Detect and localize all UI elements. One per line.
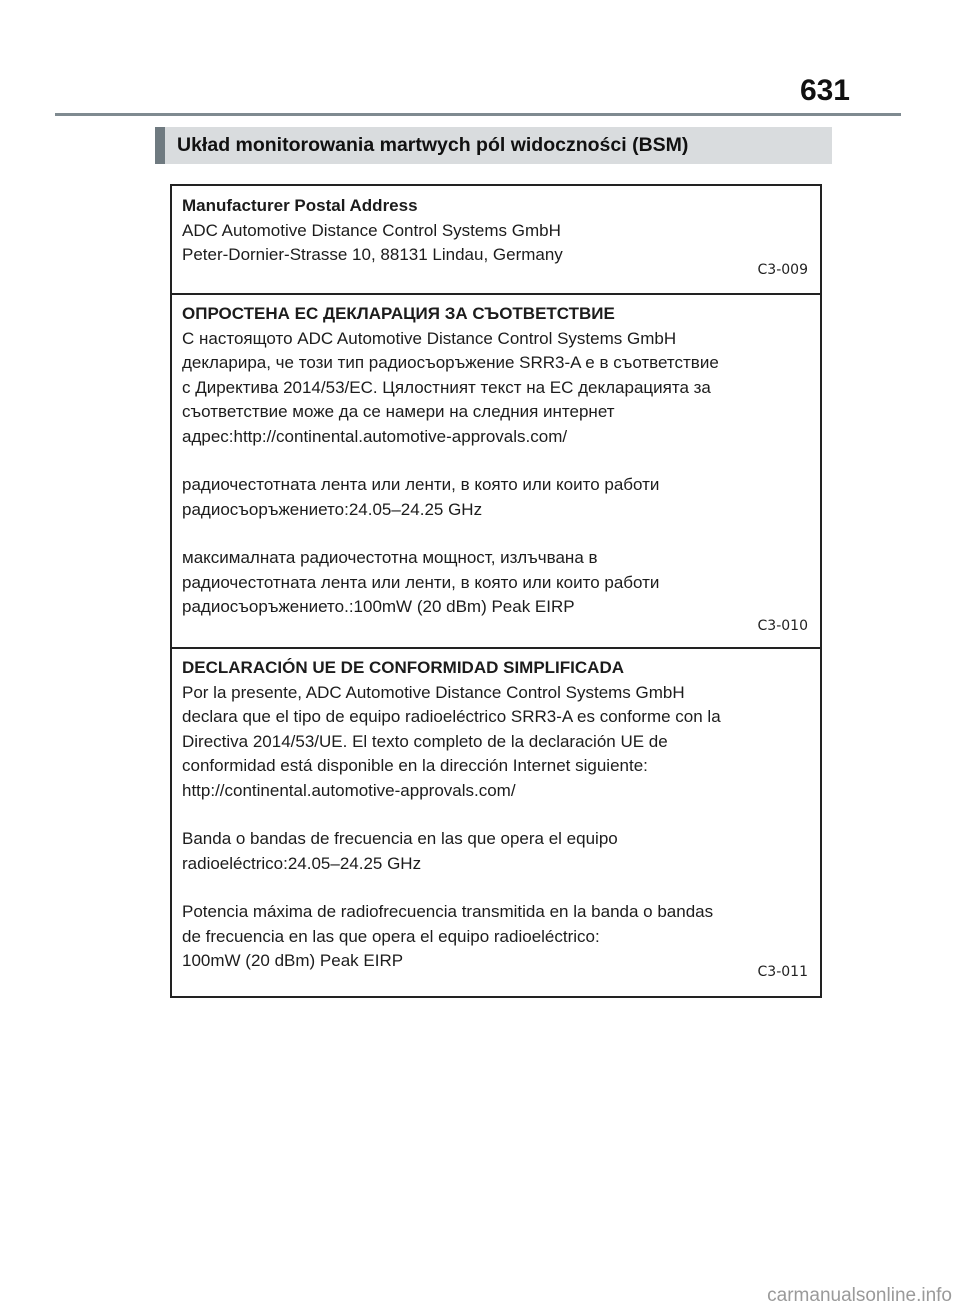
text-line: declara que el tipo de equipo radioeléctrico SRR3-A es conforme con la [182, 707, 721, 726]
header-rule [55, 113, 901, 116]
paragraph-gap [182, 522, 810, 546]
block-heading: ОПРОСТЕНА ЕС ДЕКЛАРАЦИЯ ЗА СЪОТВЕТСТВИЕ [182, 304, 615, 323]
page-number: 631 [799, 74, 850, 107]
text-line: радиосъоръжението.:100mW (20 dBm) Peak EIRP [182, 597, 575, 616]
text-line: Por la presente, ADC Automotive Distance Control Systems GmbH [182, 682, 685, 702]
text-line: Directiva 2014/53/UE. El texto completo de la declaración UE de [182, 731, 668, 751]
text-line: radioeléctrico:24.05–24.25 GHz [182, 853, 422, 873]
text-line: ADC Automotive Distance Control Systems GmbH [182, 220, 561, 240]
paragraph-gap [182, 803, 810, 827]
bulgarian-declaration-block [172, 302, 820, 620]
reference-code: C3-011 [757, 964, 808, 980]
text-line: С настоящото ADC Automotive Distance Control Systems GmbH [182, 328, 677, 348]
text-line: адрес:http://continental.automotive-approvals.com/ [182, 426, 568, 446]
text-line: радиосъоръжението:24.05–24.25 GHz [182, 499, 483, 519]
text-line: с Директива 2014/53/ЕС. Цялостният текст на ЕС декларацията за [182, 377, 711, 397]
paragraph-gap [182, 449, 810, 473]
manufacturer-address-block [172, 194, 820, 268]
spanish-declaration-block [172, 656, 820, 974]
text-line: http://continental.automotive-approvals.com/ [182, 780, 516, 800]
section-header [155, 127, 832, 164]
text-line: conformidad está disponible en la dirección Internet siguiente: [182, 756, 648, 775]
site-watermark: carmanualsonline.info [767, 1285, 952, 1306]
text-line: Banda o bandas de frecuencia en las que opera el equipo [182, 829, 618, 848]
text-line: декларира, че този тип радиосъоръжение SRR3-A е в съответствие [182, 353, 719, 372]
text-line: Peter-Dornier-Strasse 10, 88131 Lindau, Germany [182, 245, 563, 264]
text-line: радиочестотната лента или ленти, в която или които работи [182, 475, 660, 494]
section-title: Układ monitorowania martwych pól widoczności (BSM) [177, 134, 689, 156]
block-divider [172, 647, 820, 649]
text-line: de frecuencia en las que opera el equipo radioeléctrico: [182, 926, 600, 946]
block-heading: DECLARACIÓN UE DE CONFORMIDAD SIMPLIFICADA [182, 658, 624, 677]
text-line: съответствие може да се намери на следния интернет [182, 402, 615, 421]
paragraph-gap [182, 876, 810, 900]
block-divider [172, 293, 820, 295]
text-line: радиочестотната лента или ленти, в която или които работи [182, 572, 660, 592]
declaration-box [170, 184, 822, 998]
text-line: 100mW (20 dBm) Peak EIRP [182, 951, 404, 970]
reference-code: C3-010 [757, 618, 808, 634]
text-line: Potencia máxima de radiofrecuencia transmitida en la banda o bandas [182, 902, 714, 921]
block-heading: Manufacturer Postal Address [182, 196, 418, 215]
reference-code: C3-009 [757, 262, 808, 278]
text-line: максималната радиочестотна мощност, излъчвана в [182, 548, 598, 567]
